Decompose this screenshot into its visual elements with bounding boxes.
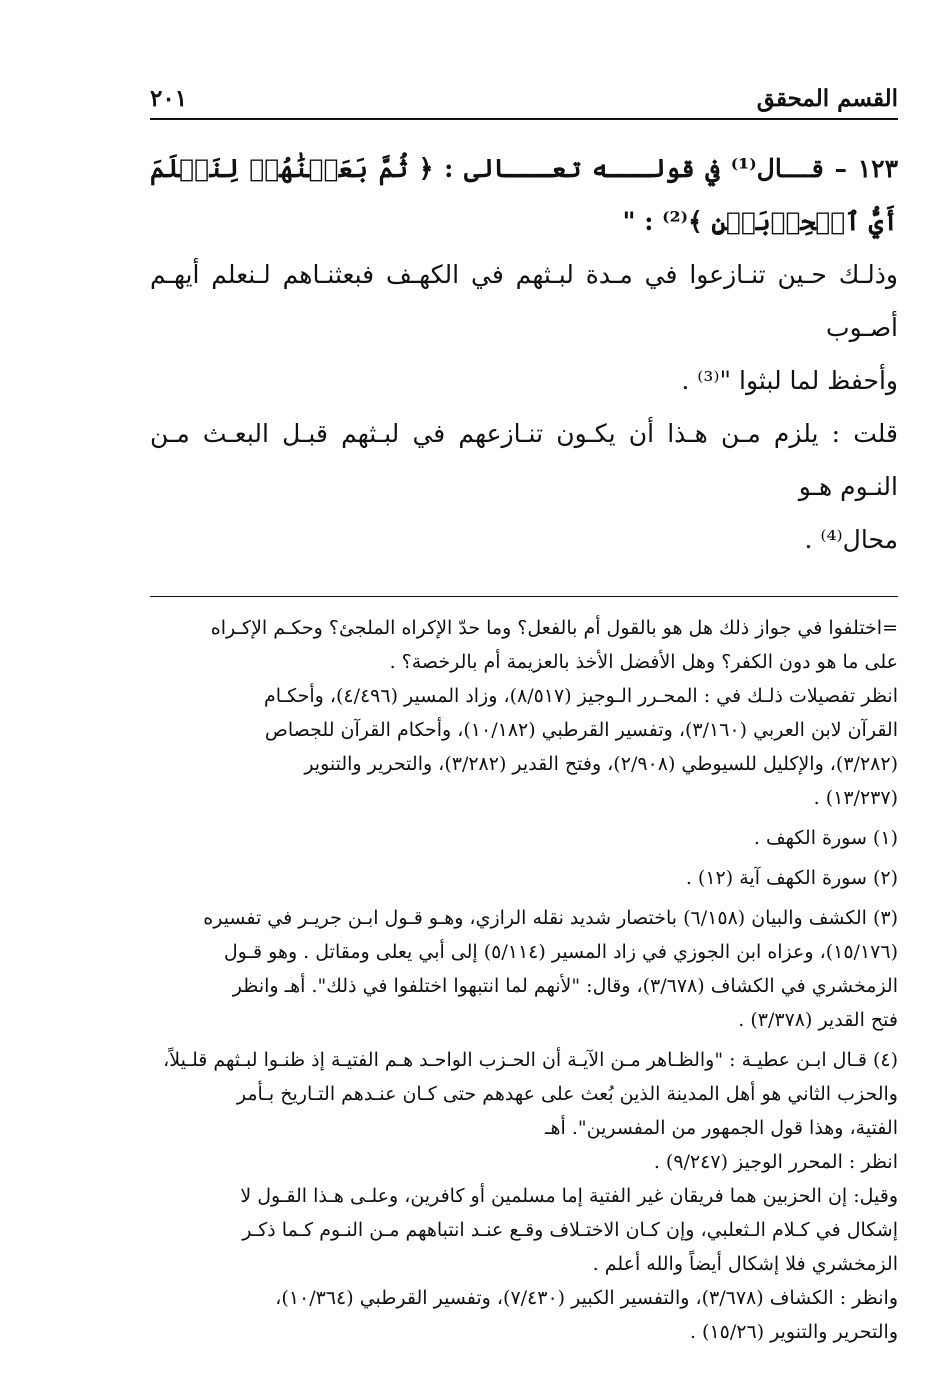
footnote-line: (١٥/١٧٦)، وعزاه ابن الجوزي في زاد المسير (٥/١١٤) إلى أبي يعلى ومقاتل . وهو قـول — [223, 941, 898, 963]
main-line: وذلـك حـين تنـازعوا في مـدة لبـثهم في الكهـف فبعثنـاهم لـنعلم أيهـم أصـوب — [150, 260, 898, 342]
section-title: القسم المحقق — [756, 85, 898, 112]
main-line: قلت : يلزم مـن هـذا أن يكـون تنـازعهم في لبـثهم قبـل البعـث مـن النـوم هـو — [150, 419, 898, 501]
footnote-3: (٣) الكشف والبيان (٦/١٥٨) باختصار شديد نقله الرازي، وهـو قـول ابـن جريـر في تفسيره — [203, 907, 898, 929]
footnote-4: (٤) قـال ابـن عطيـة : "والظـاهر مـن الآيـة أن الحـزب الواحـد هـم الفتيـة إذ ظنـوا لبـثهم قلـيلاً، — [163, 1049, 898, 1071]
main-line: محال⁽⁴⁾ . — [804, 525, 898, 554]
header-rule — [150, 118, 898, 120]
footnote-line: القرآن لابن العربي (٣/١٦٠)، وتفسير القرطبي (١٠/١٨٢)، وأحكام القرآن للجصاص — [264, 719, 898, 741]
footnotes — [150, 611, 898, 1349]
footnote-line: (١٣/٢٣٧) . — [813, 787, 898, 809]
footnote-line: وقيل: إن الحزبين هما فريقان غير الفتية إما مسلمين أو كافرين، وعلـى هـذا القـول لا — [240, 1185, 898, 1207]
footnote-line: على ما هو دون الكفر؟ وهل الأفضل الأخذ بالعزيمة أم بالرخصة؟ . — [389, 651, 898, 673]
book-page — [150, 78, 898, 1349]
footnote-line: الزمخشري فلا إشكال أيضاً والله أعلم . — [592, 1253, 898, 1275]
footnote-line: الفتية، وهذا قول الجمهور من المفسرين". أهـ — [544, 1117, 898, 1139]
footnote-line: وانظر : الكشاف (٣/٦٧٨)، والتفسير الكبير (٧/٤٣٠)، وتفسير القرطبي (١٠/٣٦٤)، — [275, 1287, 898, 1309]
footnote-1: (١) سورة الكهف . — [753, 827, 898, 849]
main-text — [150, 142, 898, 566]
running-header — [150, 78, 898, 112]
footnote-line: الزمخشري في الكشاف (٣/٦٧٨)، وقال: "لأنهم لما انتبهوا اختلفوا في ذلك". أهـ وانظر — [232, 975, 898, 997]
page-number: ٢٠١ — [150, 85, 188, 112]
main-line: ١٢٣ – قــــال⁽¹⁾ في قولـــه تعـــالى : ﴿ ثُمَّ بَعَثۡنَٰهُمۡ لِنَعۡلَمَ أَيُّ ٱلۡحِزۡبَيۡنِ ﴾⁽²⁾ : " — [150, 154, 899, 236]
footnote-2: (٢) سورة الكهف آية (١٢) . — [685, 867, 898, 889]
footnote-line: انظر تفصيلات ذلـك في : المحـرر الـوجيز (٨/٥١٧)، وزاد المسير (٤/٤٩٦)، وأحكـام — [263, 685, 898, 707]
footnote-line: والتحرير والتنوير (١٥/٢٦) . — [689, 1321, 898, 1343]
footnote-line: (٣/٢٨٢)، والإكليل للسيوطي (٢/٩٠٨)، وفتح القدير (٣/٢٨٢)، والتحرير والتنوير — [304, 753, 898, 775]
footnote-line: انظر : المحرر الوجيز (٩/٢٤٧) . — [653, 1151, 898, 1173]
footnote-line: إشكال في كـلام الـثعلبي، وإن كـان الاختـلاف وقـع عنـد انتباههم مـن النـوم كـما ذكـر — [242, 1219, 898, 1241]
footnote-line: فتح القدير (٣/٣٧٨) . — [738, 1009, 898, 1031]
footnote-line: والحزب الثاني هو أهل المدينة الذين بُعث على عهدهم حتى كـان عنـدهم التـاريخ بـأمر — [236, 1083, 898, 1105]
footnote-line: =اختلفوا في جواز ذلك هل هو بالقول أم بالفعل؟ وما حدّ الإكراه الملجئ؟ وحكـم الإكـراه — [210, 617, 898, 639]
footnote-separator — [150, 596, 898, 597]
main-line: وأحفظ لما لبثوا "⁽³⁾ . — [681, 366, 898, 395]
